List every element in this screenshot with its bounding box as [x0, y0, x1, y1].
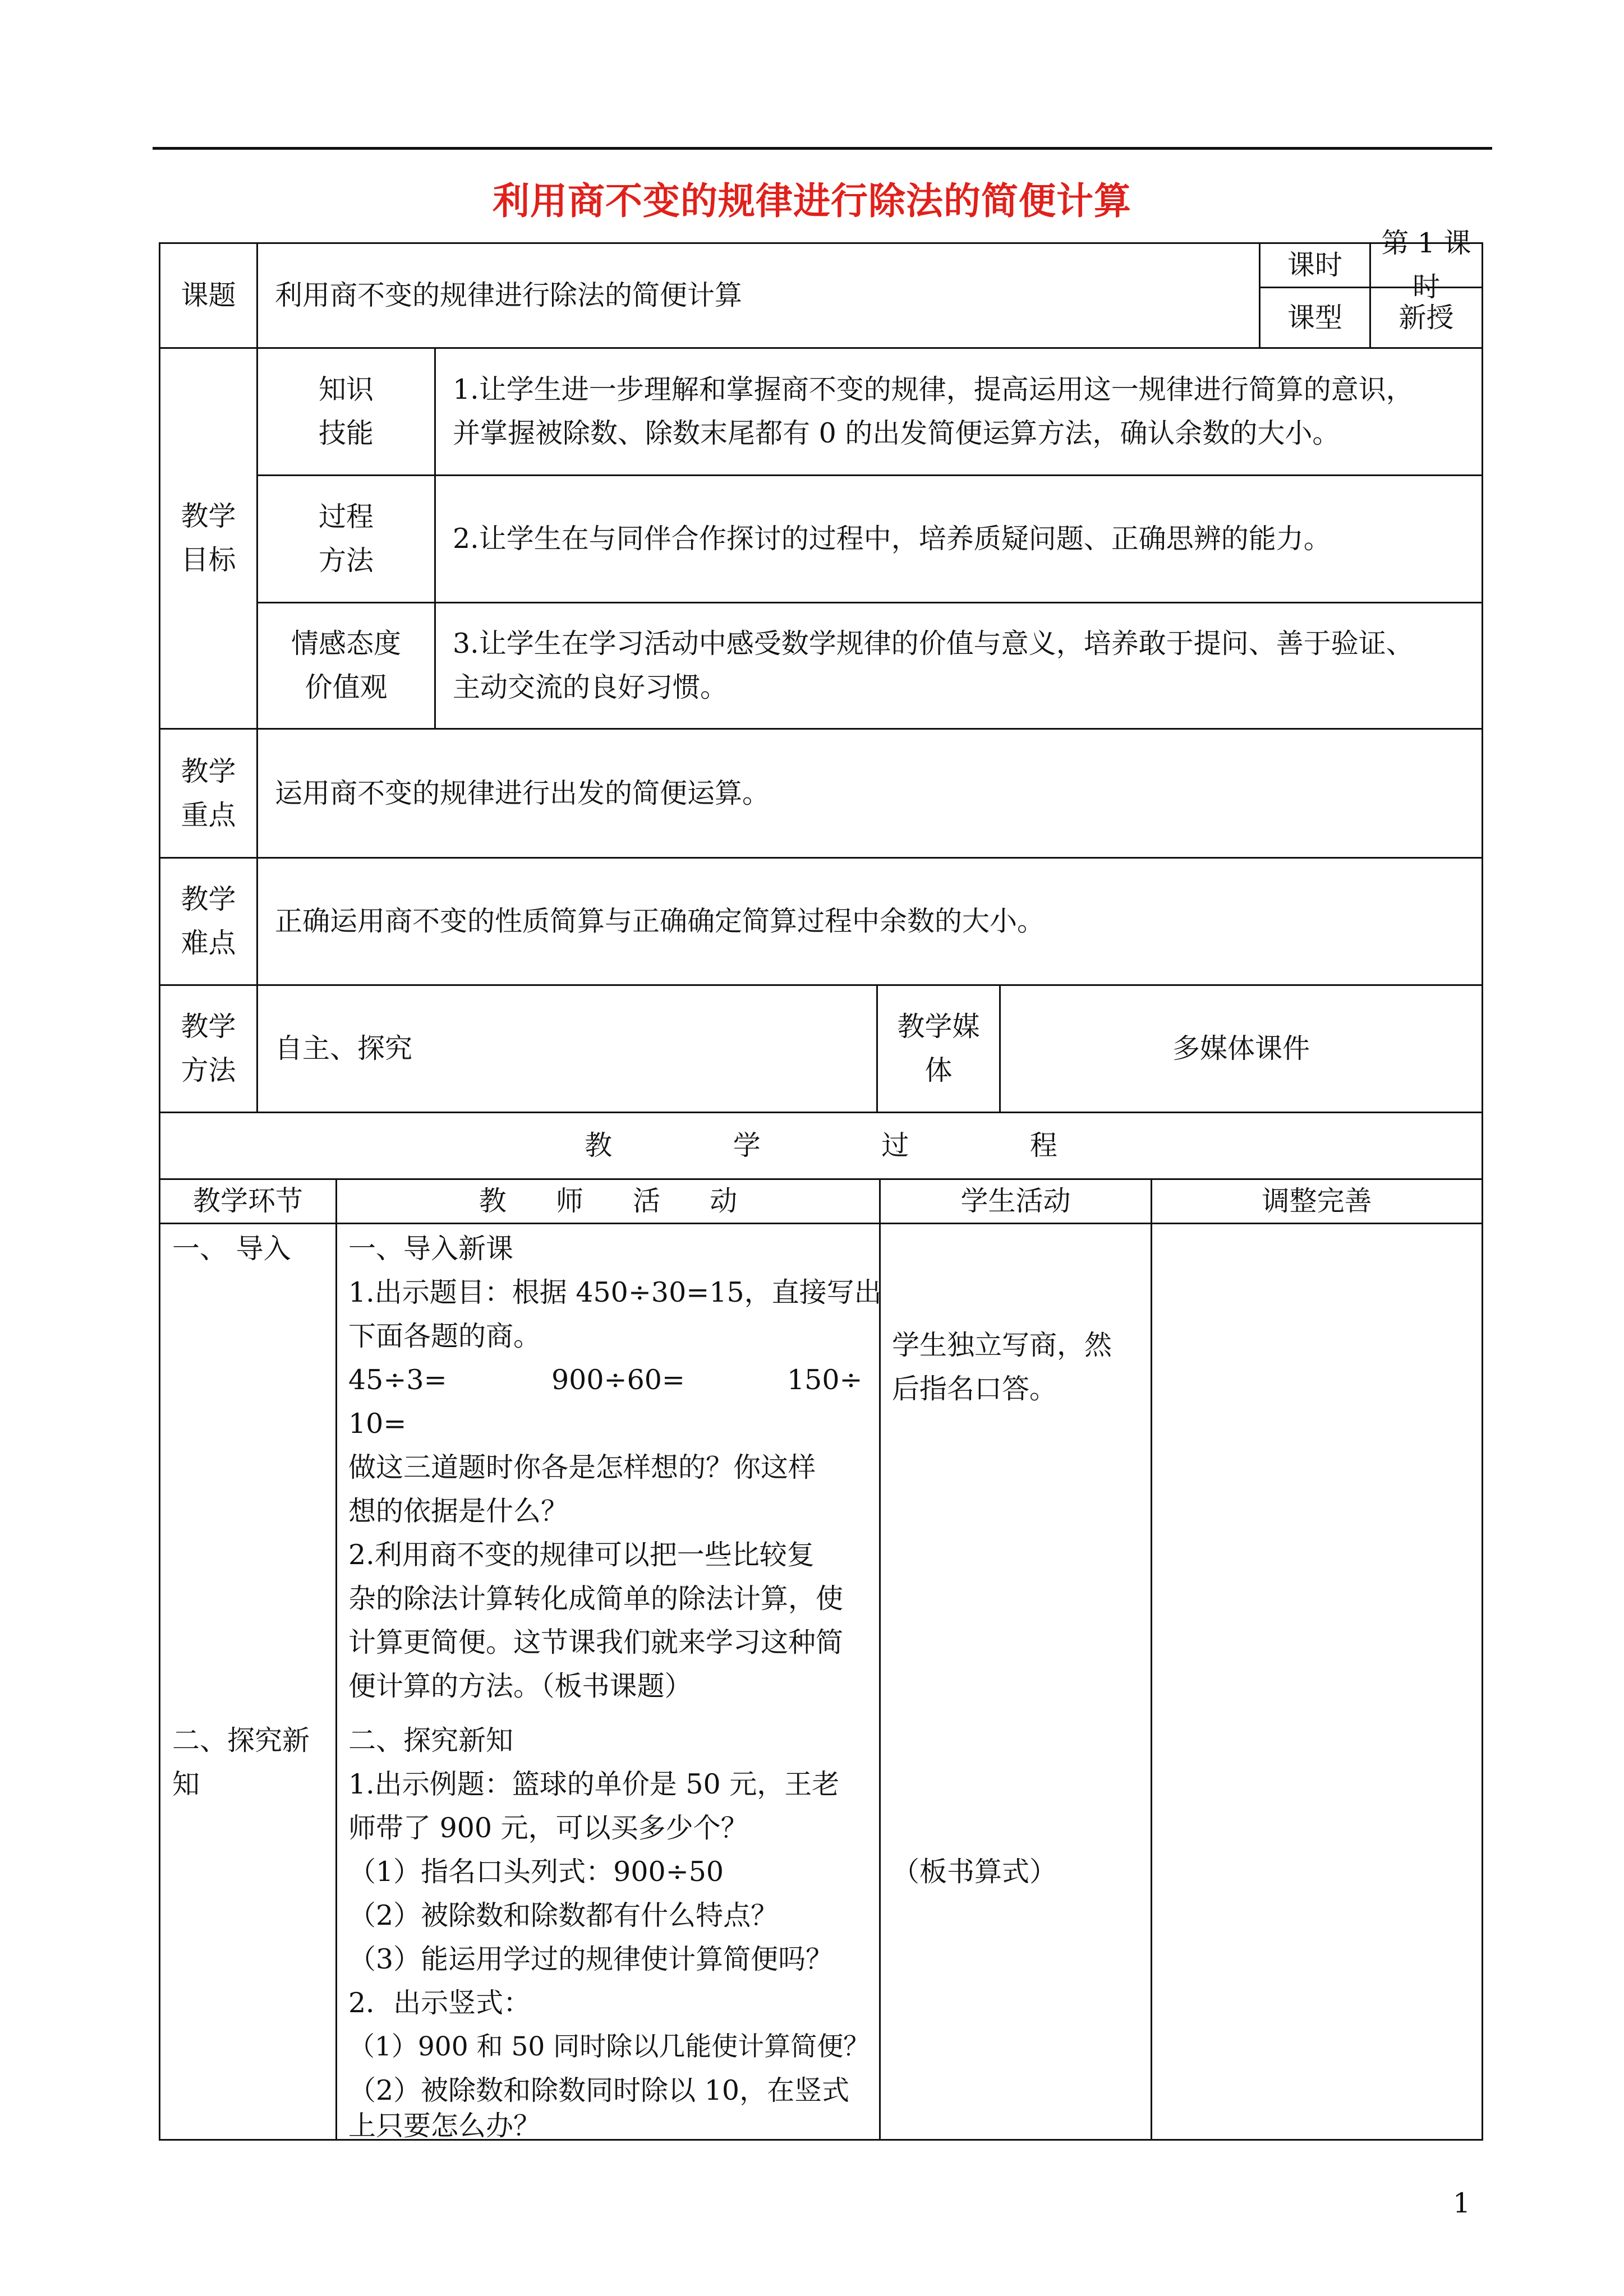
teacher-line: 杂的除法计算转化成简单的除法计算，使 — [348, 1583, 844, 1615]
teacher-line: （3）能运用学过的规律使计算简便吗？ — [348, 1943, 834, 1975]
teacher-line: （2）被除数和除数同时除以 10，在竖式 — [348, 2074, 850, 2106]
student-line: （板书算式） — [892, 1856, 1057, 1888]
method-text: 自主、探究 — [256, 984, 878, 1113]
stage-intro: 一、 导入 — [172, 1233, 291, 1265]
type-label: 课型 — [1259, 287, 1371, 349]
difficulty-label: 教学 难点 — [159, 857, 258, 986]
col-adjust: 调整完善 — [1151, 1178, 1483, 1224]
teacher-line: 1.出示例题：篮球的单价是 50 元，王老 — [348, 1768, 840, 1800]
teacher-line: 做这三道题时你各是怎样想的？你这样 — [348, 1451, 816, 1483]
teacher-line: 想的依据是什么？ — [348, 1495, 569, 1527]
stage-explore-2: 知 — [172, 1768, 200, 1800]
goal-knowledge-text: 1.让学生进一步理解和掌握商不变的规律，提高运用这一规律进行简算的意识， 并掌握被除数、除数末尾都有 0 的出发简便运算方法，确认余数的大小。 — [434, 347, 1483, 476]
goal-attitude-name: 情感态度 价值观 — [256, 602, 436, 730]
lesson-plan-table — [159, 227, 1483, 2142]
teacher-question: 150÷ — [787, 1364, 863, 1396]
topic-value: 利用商不变的规律进行除法的简便计算 — [256, 242, 1260, 349]
page-number: 1 — [1453, 2187, 1471, 2219]
teacher-line: 2.利用商不变的规律可以把一些比较复 — [348, 1539, 815, 1571]
goal-attitude-text: 3.让学生在学习活动中感受数学规律的价值与意义，培养敢于提问、善于验证、 主动交流的良好习惯。 — [434, 602, 1483, 730]
teacher-line: （1）900 和 50 同时除以几能使计算简便？ — [348, 2031, 870, 2062]
teacher-line: （1）指名口头列式：900÷50 — [348, 1856, 724, 1888]
teacher-line: 师带了 900 元，可以买多少个？ — [348, 1812, 748, 1844]
stage-cell — [159, 1223, 337, 2141]
process-header: 教 学 过 程 — [159, 1112, 1483, 1180]
teacher-line: 10= — [348, 1408, 407, 1440]
teacher-line: 2．出示竖式： — [348, 1987, 531, 2019]
stage-explore-1: 二、探究新 — [172, 1725, 310, 1756]
topic-label: 课题 — [159, 242, 258, 349]
teacher-line: 二、探究新知 — [348, 1725, 514, 1756]
key-point-label: 教学 重点 — [159, 728, 258, 859]
teacher-line: 下面各题的商。 — [348, 1320, 541, 1352]
col-student: 学生活动 — [879, 1178, 1152, 1224]
goal-process-name: 过程 方法 — [256, 474, 436, 603]
media-label: 教学媒 体 — [876, 984, 1001, 1113]
media-value: 多媒体课件 — [999, 984, 1483, 1113]
teacher-question: 900÷60= — [551, 1364, 685, 1396]
type-value: 新授 — [1369, 287, 1483, 349]
method-label: 教学 方法 — [159, 984, 258, 1113]
page-title: 利用商不变的规律进行除法的简便计算 — [493, 179, 1131, 223]
key-point-text: 运用商不变的规律进行出发的简便运算。 — [256, 728, 1483, 859]
col-stage: 教学环节 — [159, 1178, 337, 1224]
teacher-line: 便计算的方法。（板书课题） — [348, 1670, 692, 1702]
top-rule — [153, 147, 1492, 150]
teacher-line: 1.出示题目：根据 450÷30=15，直接写出 — [348, 1276, 882, 1308]
student-line: 后指名口答。 — [892, 1373, 1057, 1405]
col-teacher: 教 师 活 动 — [335, 1178, 881, 1224]
teacher-line: （2）被除数和除数都有什么特点？ — [348, 1899, 779, 1931]
teacher-question: 45÷3= — [348, 1364, 447, 1396]
period-value: 第 1 课时 — [1369, 242, 1483, 288]
period-label: 课时 — [1259, 242, 1371, 288]
difficulty-text: 正确运用商不变的性质简算与正确确定简算过程中余数的大小。 — [256, 857, 1483, 986]
teacher-line: 计算更简便。这节课我们就来学习这种简 — [348, 1626, 844, 1658]
goal-process-text: 2.让学生在与同伴合作探讨的过程中，培养质疑问题、正确思辨的能力。 — [434, 474, 1483, 603]
student-line: 学生独立写商，然 — [892, 1329, 1112, 1361]
teacher-line: 一、导入新课 — [348, 1233, 514, 1265]
adjust-cell — [1151, 1223, 1483, 2141]
goal-knowledge-name: 知识 技能 — [256, 347, 436, 476]
goals-label: 教学 目标 — [159, 347, 258, 730]
teacher-line: 上只要怎么办？ — [348, 2110, 541, 2142]
